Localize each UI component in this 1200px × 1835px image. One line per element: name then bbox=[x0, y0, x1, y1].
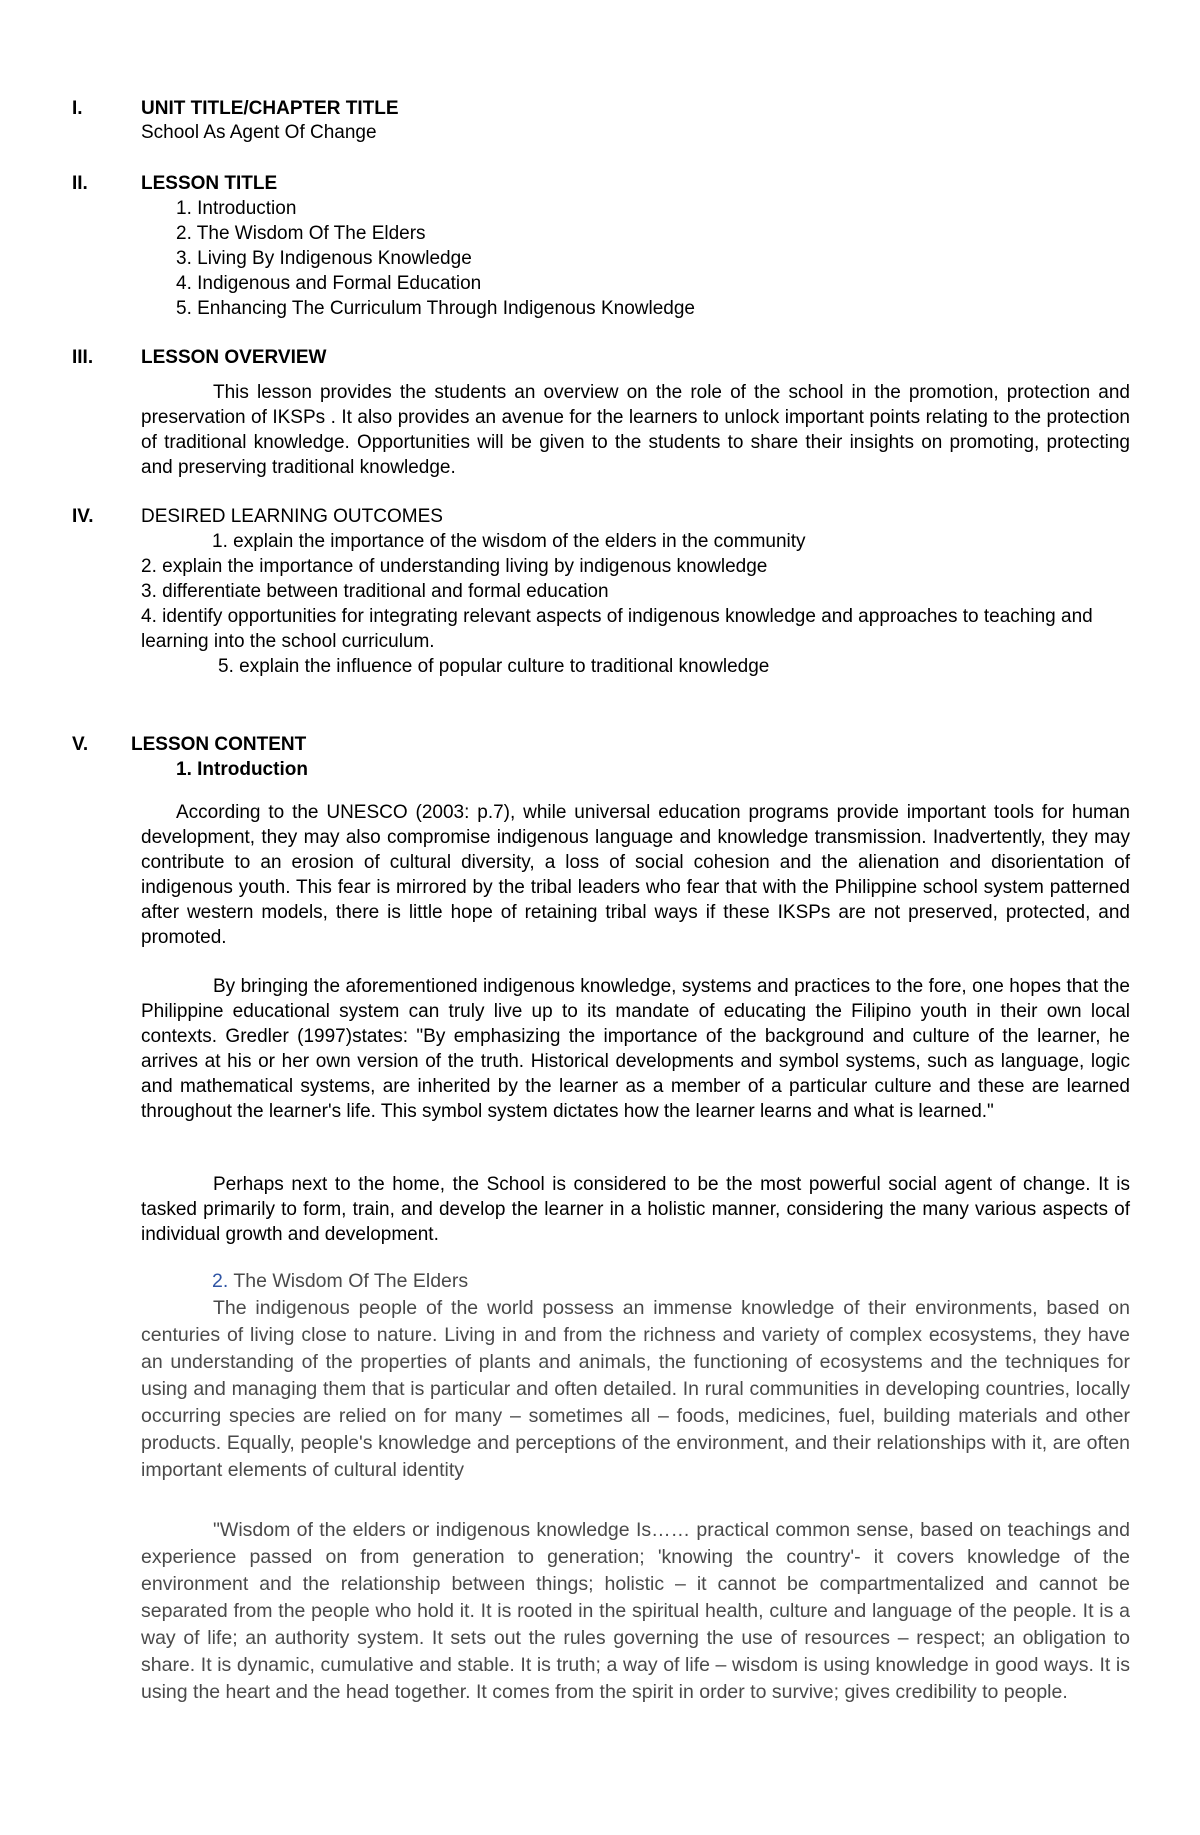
intro-paragraph: Perhaps next to the home, the School is considered to be the most powerful social agent of change. It is tasked primarily to form, train, and develop the learner in a holistic manner, considering the many various aspects of individual growth and development. bbox=[141, 1174, 1130, 1245]
section-heading: LESSON CONTENT bbox=[131, 734, 307, 755]
section-heading: DESIRED LEARNING OUTCOMES bbox=[141, 506, 443, 527]
section-numeral: V. bbox=[72, 734, 89, 755]
subsection-number: 2. bbox=[212, 1270, 229, 1292]
lesson-title-item: 3. Living By Indigenous Knowledge bbox=[176, 248, 472, 269]
section-numeral: I. bbox=[72, 98, 83, 119]
outcome-item: 4. identify opportunities for integrating relevant aspects of indigenous knowledge and approaches to teaching and learning into the school curriculum. bbox=[141, 606, 1093, 652]
intro-paragraph: By bringing the aforementioned indigenous knowledge, systems and practices to the fore, one hopes that the Philippine educational system can truly live up to its mandate of educating the Filipino youth in their own local contexts. Gredler (1997)states: "By emphasizing the importance of the background and culture of the learner, he arrives at his or her own version of the truth. Historical developments and symbol systems, such as language, logic and mathematical systems, are inherited by the learner as a member of a particular culture and these are learned throughout the learner's life. This symbol system dictates how the learner learns and what is learned." bbox=[141, 976, 1130, 1122]
section-heading: LESSON TITLE bbox=[141, 173, 278, 194]
lesson-title-item: 5. Enhancing The Curriculum Through Indigenous Knowledge bbox=[176, 298, 695, 319]
lesson-title-item: 2. The Wisdom Of The Elders bbox=[176, 223, 426, 244]
subsection-title: The Wisdom Of The Elders bbox=[228, 1270, 469, 1292]
section-heading: LESSON OVERVIEW bbox=[141, 347, 327, 368]
section-numeral: IV. bbox=[72, 506, 94, 527]
subsection-heading bbox=[212, 1268, 468, 1295]
intro-paragraph: According to the UNESCO (2003: p.7), while universal education programs provide important tools for human development, they may also compromise indigenous language and knowledge transmission. Inadvertently, they may contribute to an erosion of cultural diversity, a loss of social cohesion and the alienation and disorientation of indigenous youth. This fear is mirrored by the tribal leaders who fear that with the Philippine school system patterned after western models, there is little hope of retaining tribal ways if these IKSPs are not preserved, protected, and promoted. bbox=[141, 802, 1130, 948]
outcome-item: 2. explain the importance of understanding living by indigenous knowledge bbox=[141, 556, 768, 577]
lesson-title-item: 4. Indigenous and Formal Education bbox=[176, 273, 482, 294]
outcome-item: 3. differentiate between traditional and formal education bbox=[141, 581, 609, 602]
overview-paragraph: This lesson provides the students an overview on the role of the school in the promotion, protection and preservation of IKSPs . It also provides an avenue for the learners to unlock important points relating to the protection of traditional knowledge. Opportunities will be given to the students to share their insights on promoting, protecting and preserving traditional knowledge. bbox=[141, 382, 1130, 478]
unit-title-text: School As Agent Of Change bbox=[141, 122, 377, 143]
section-heading: UNIT TITLE/CHAPTER TITLE bbox=[141, 98, 399, 119]
section-numeral: II. bbox=[72, 173, 88, 194]
lesson-title-item: 1. Introduction bbox=[176, 198, 297, 219]
outcome-item: 5. explain the influence of popular culture to traditional knowledge bbox=[218, 656, 770, 677]
subsection-heading: 1. Introduction bbox=[176, 759, 308, 780]
elders-quote-paragraph: "Wisdom of the elders or indigenous knowledge Is…… practical common sense, based on teachings and experience passed on from generation to generation; 'knowing the country'- it covers knowledge of the environment and the relationship between things; holistic – it cannot be compartmentalized and cannot be separated from the people who hold it. It is rooted in the spiritual health, culture and language of the people. It is a way of life; an authority system. It sets out the rules governing the use of resources – respect; an obligation to share. It is dynamic, cumulative and stable. It is truth; a way of life – wisdom is using knowledge in good ways. It is using the heart and the head together. It comes from the spirit in order to survive; gives credibility to people. bbox=[141, 1519, 1130, 1703]
elders-paragraph: The indigenous people of the world possess an immense knowledge of their environments, based on centuries of living close to nature. Living in and from the richness and variety of complex ecosystems, they have an understanding of the properties of plants and animals, the functioning of ecosystems and the techniques for using and managing them that is particular and often detailed. In rural communities in developing countries, locally occurring species are relied on for many – sometimes all – foods, medicines, fuel, building materials and other products. Equally, people's knowledge and perceptions of the environment, and their relationships with it, are often important elements of cultural identity bbox=[141, 1297, 1130, 1481]
section-numeral: III. bbox=[72, 347, 94, 368]
outcome-item: 1. explain the importance of the wisdom of the elders in the community bbox=[212, 531, 806, 552]
